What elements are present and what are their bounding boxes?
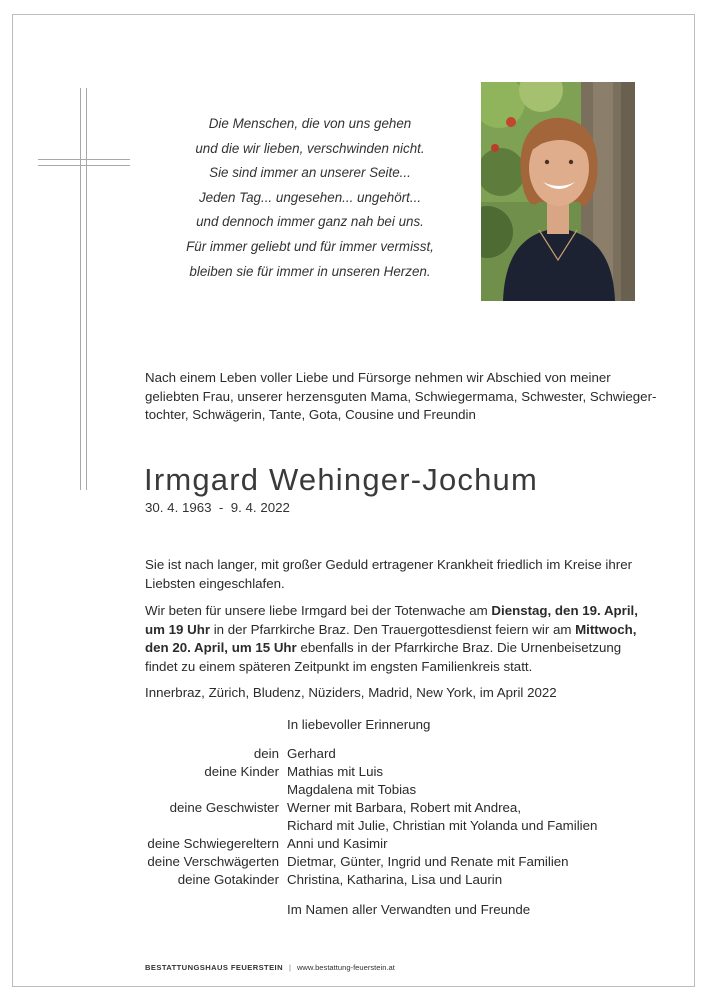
- memory-line: In liebevoller Erinnerung: [287, 717, 431, 732]
- paragraph-services: Wir beten für unsere liebe Irmgard bei der Totenwache am Dienstag, den 19. April, um 19 Uhr in der Pfarrkirche Braz. Den Trauergottesdienst feiern wir am Mittwoch, den 20. April, um 15 Uhr ebenfalls in der Pfarrkirche Braz. Die Urnenbeisetzung findet zu einem späteren Zeitpunkt im engsten Familienkreis statt.: [145, 603, 638, 674]
- poem-line: Die Menschen, die von uns gehen: [208, 116, 412, 131]
- mourner-row: deine Gotakinder Christina, Katharina, Lisa und Laurin: [177, 872, 503, 887]
- place-date: Innerbraz, Zürich, Bludenz, Nüziders, Madrid, New York, im April 2022: [145, 685, 557, 700]
- deceased-name: Irmgard Wehinger-Jochum: [144, 462, 538, 497]
- poem-line: und dennoch immer ganz nah bei uns.: [196, 214, 424, 230]
- life-dates: 30. 4. 1963 - 9. 4. 2022: [145, 500, 290, 515]
- mourner-row: deine Kinder Mathias mit Luis: [204, 764, 384, 779]
- mourner-row: Richard mit Julie, Christian mit Yolanda und Familien: [287, 818, 598, 833]
- mourner-row: deine Schwiegereltern Anni und Kasimir: [147, 836, 388, 851]
- portrait-photo: [481, 82, 635, 301]
- poem-line: Sie sind immer an unserer Seite...: [209, 165, 411, 181]
- mourner-row: Magdalena mit Tobias: [287, 782, 417, 797]
- mourner-row: dein Gerhard: [253, 746, 336, 761]
- paragraph-passing: Sie ist nach langer, mit großer Geduld ertragener Krankheit friedlich im Kreise ihrer Liebsten eingeschlafen.: [145, 557, 633, 591]
- mourner-row: deine Verschwägerten Dietmar, Günter, Ingrid und Renate mit Familien: [147, 854, 569, 869]
- intro-text: Nach einem Leben voller Liebe und Fürsorge nehmen wir Abschied von meiner geliebten Frau, unserer herzensguten Mama, Schwiegermama, Schwester, Schwieger- tochter, Schwägerin, Tante, Gota, Cousine und Freundin: [145, 370, 657, 422]
- mourners-list: [0, 746, 707, 890]
- poem-line: Für immer geliebt und für immer vermisst,: [186, 238, 434, 254]
- funeral-home-url[interactable]: www.bestattung-feuerstein.at: [296, 963, 395, 972]
- footer: [145, 963, 395, 972]
- mourner-row: deine Geschwister Werner mit Barbara, Robert mit Andrea,: [169, 800, 522, 815]
- closing-line: Im Namen aller Verwandten und Freunde: [287, 902, 531, 917]
- poem-line: bleiben sie für immer in unseren Herzen.: [189, 263, 431, 279]
- poem: [160, 112, 460, 284]
- funeral-home-name: BESTATTUNGSHAUS FEUERSTEIN: [145, 963, 283, 972]
- footer-separator: |: [288, 963, 291, 972]
- poem-line: Jeden Tag... ungesehen... ungehört...: [198, 189, 422, 205]
- poem-line: und die wir lieben, verschwinden nicht.: [195, 140, 425, 156]
